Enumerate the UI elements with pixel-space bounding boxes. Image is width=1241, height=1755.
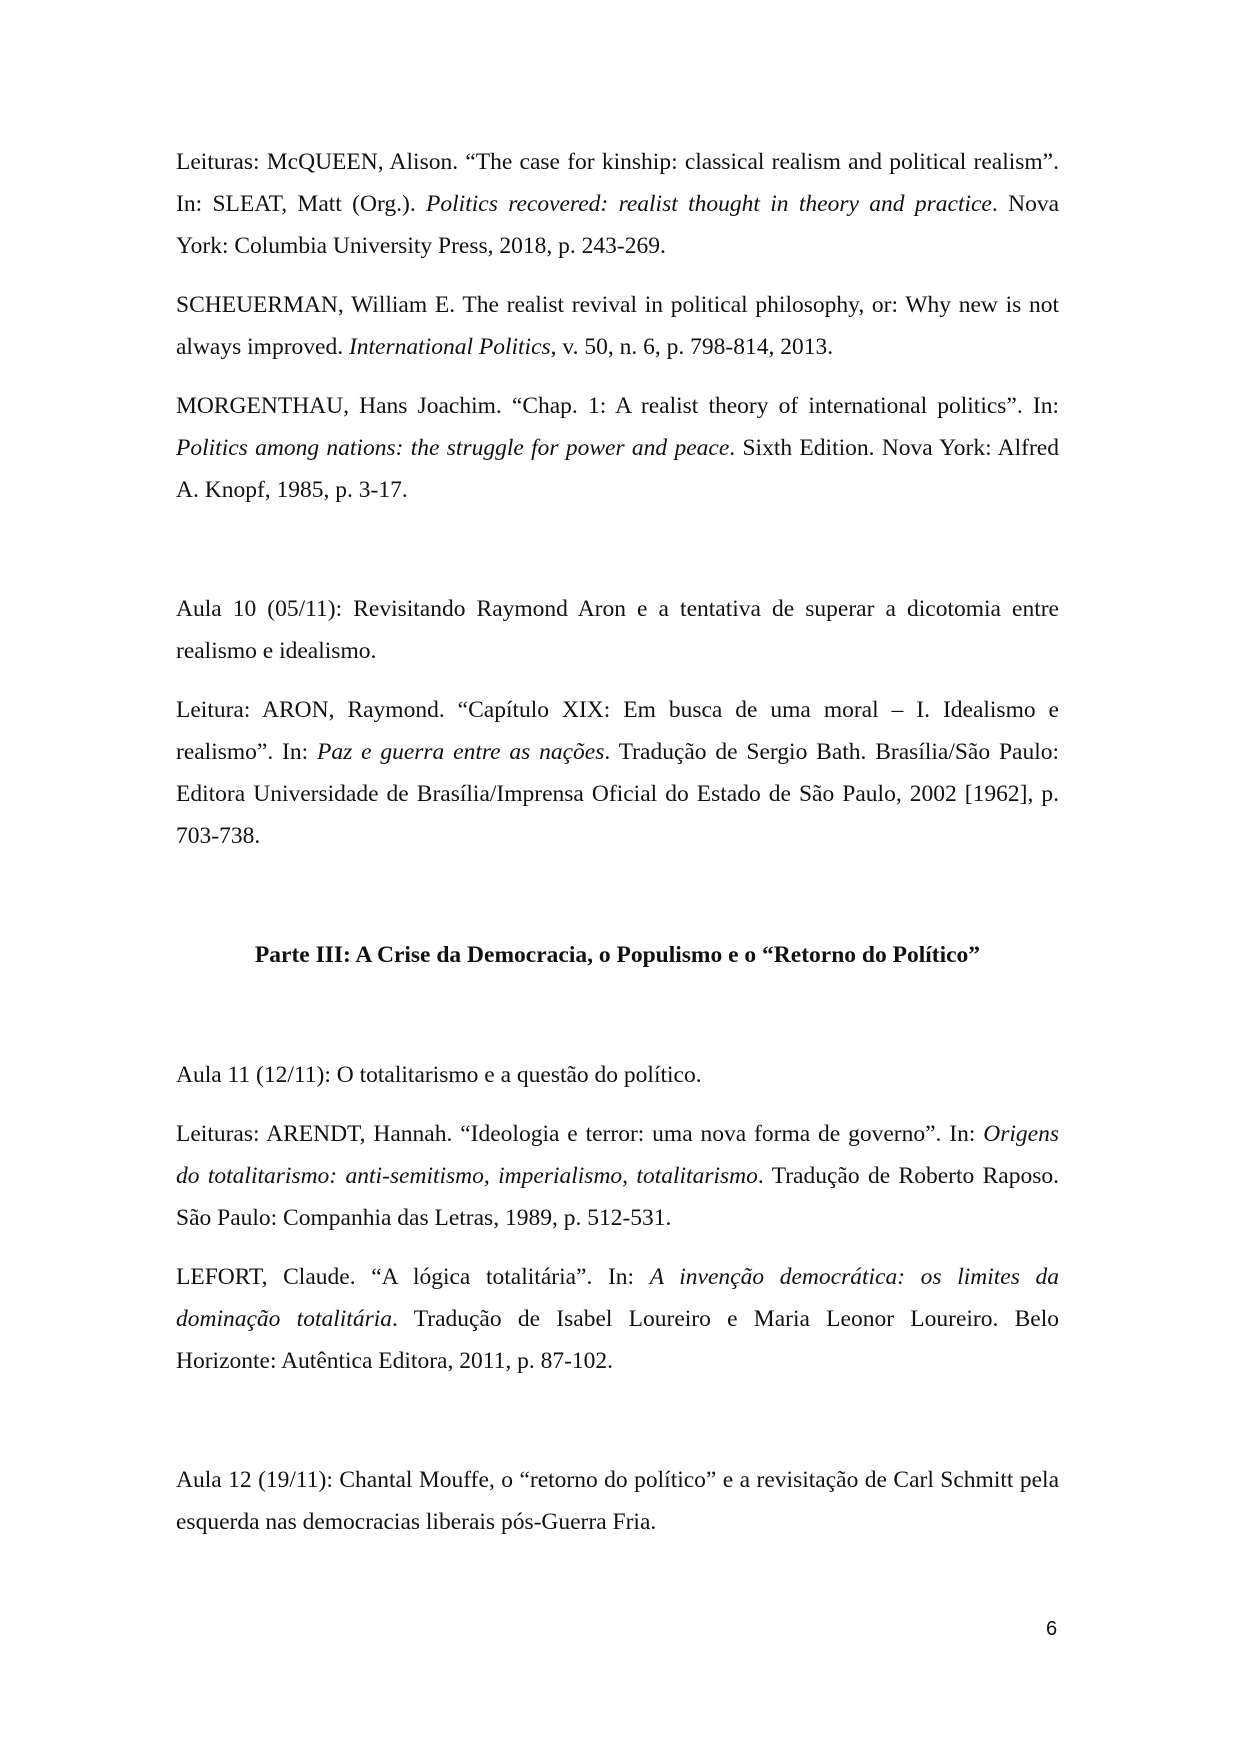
reading-mcqueen: Leituras: McQUEEN, Alison. “The case for kinship: classical realism and political realism”. In: SLEAT, Matt (Org.). Politics recovered: realist thought in theory and practice. Nova York: Columbia University Press, 2018, p. 243-269. — [176, 149, 1060, 259]
reading-scheuerman: SCHEUERMAN, William E. The realist revival in political philosophy, or: Why new is not always improved. International Politics, v. 50, n. 6, p. 798-814, 2013. — [176, 292, 1059, 360]
lecture-12-title: Aula 12 (19/11): Chantal Mouffe, o “retorno do político” e a revisitação de Carl Schmitt pela esquerda nas democracias liberais pós-Guerra Fria. — [176, 1467, 1059, 1535]
book-title: Origens do totalitarismo: anti-semitismo, imperialismo, totalitarismo — [176, 1121, 1059, 1189]
reading-lefort: LEFORT, Claude. “A lógica totalitária”. In: A invenção democrática: os limites da dominação totalitária. Tradução de Isabel Loureiro e Maria Leonor Loureiro. Belo Horizonte: Autêntica Editora, 2011, p. 87-102. — [176, 1264, 1060, 1374]
section-heading: Parte III: A Crise da Democracia, o Populismo e o “Retorno do Político” — [254, 942, 981, 968]
journal-title: International Politics — [348, 334, 551, 360]
lecture-10-title: Aula 10 (05/11): Revisitando Raymond Aron e a tentativa de superar a dicotomia entre realismo e idealismo. — [176, 596, 1059, 664]
book-title: A invenção democrática: os limites da dominação totalitária — [176, 1264, 1059, 1332]
book-title: Paz e guerra entre as nações — [317, 739, 605, 765]
book-title: Politics recovered: realist thought in theory and practice — [426, 191, 992, 217]
reading-morgenthau: MORGENTHAU, Hans Joachim. “Chap. 1: A realist theory of international politics”. In: Politics among nations: the struggle for power and peace. Sixth Edition. Nova York: Alfred A. Knopf, 1985, p. 3-17. — [176, 393, 1059, 503]
page-number: 6 — [1046, 1618, 1058, 1640]
reading-aron: Leitura: ARON, Raymond. “Capítulo XIX: Em busca de uma moral – I. Idealismo e realismo”. In: Paz e guerra entre as nações. Tradução de Sergio Bath. Brasília/São Paulo: Editora Universidade de Brasília/Imprensa Oficial do Estado de São Paulo, 2002 [1962], p. 703-738. — [176, 697, 1059, 849]
reading-arendt: Leituras: ARENDT, Hannah. “Ideologia e terror: uma nova forma de governo”. In: Origens do totalitarismo: anti-semitismo, imperialismo, totalitarismo. Tradução de Roberto Raposo. São Paulo: Companhia das Letras, 1989, p. 512-531. — [176, 1121, 1059, 1231]
book-title: Politics among nations: the struggle for power and peace — [176, 435, 730, 461]
lecture-11-title: Aula 11 (12/11): O totalitarismo e a questão do político. — [176, 1062, 702, 1088]
page-content — [176, 141, 1059, 1543]
